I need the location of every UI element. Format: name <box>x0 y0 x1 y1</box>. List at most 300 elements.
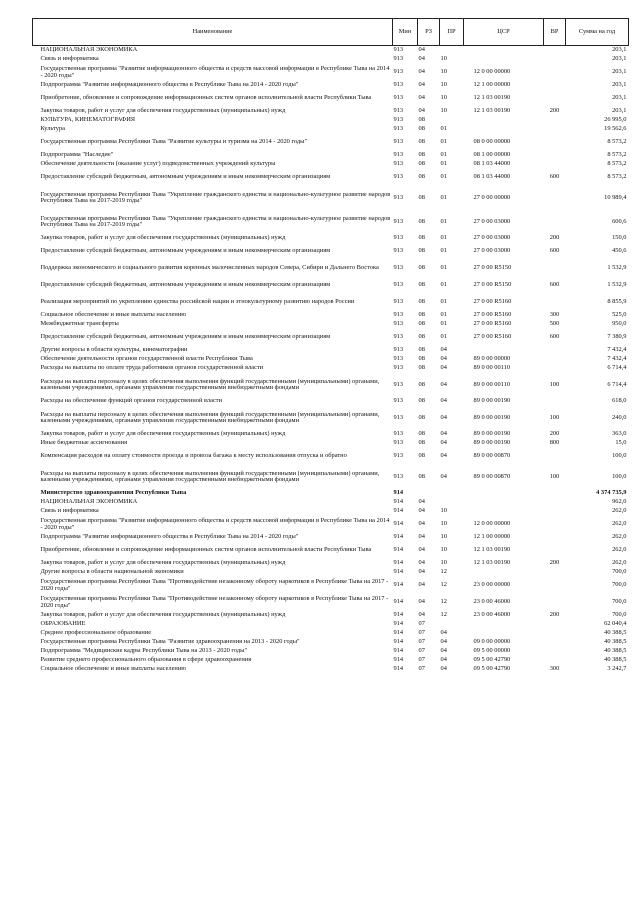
row-rz: 08 <box>418 173 425 181</box>
row-rz: 08 <box>418 364 425 372</box>
row-sum: 26 995,0 <box>604 116 627 124</box>
row-csr <box>464 55 544 64</box>
table-row <box>33 533 629 542</box>
row-pr: 04 <box>440 430 447 438</box>
row-sum: 203,1 <box>612 107 627 115</box>
row-sum: 962,0 <box>612 498 627 506</box>
table-row <box>33 373 629 397</box>
row-name: Другие вопросы в области национальной экономики <box>40 568 184 576</box>
table-row <box>33 116 629 125</box>
row-name: Связь и информатика <box>40 507 99 515</box>
table-row <box>33 311 629 320</box>
row-rz: 08 <box>418 116 425 124</box>
row-sum: 700,0 <box>612 581 627 589</box>
row-pr: 10 <box>440 94 447 102</box>
row-sum: 203,1 <box>612 94 627 102</box>
row-min: 913 <box>393 380 404 388</box>
row-vr <box>544 160 566 169</box>
row-min: 914 <box>393 598 404 606</box>
row-rz: 08 <box>418 217 425 225</box>
table-header-row <box>33 19 629 46</box>
row-csr: 27 0 00 R5160 <box>473 333 512 341</box>
row-csr: 27 0 00 R5160 <box>473 320 512 328</box>
row-sum: 618,0 <box>612 397 627 405</box>
table-row <box>33 329 629 346</box>
row-sum: 19 562,6 <box>604 125 627 133</box>
row-name: Закупка товаров, работ и услуг для обеспечения государственных (муниципальных) нужд <box>40 559 286 567</box>
row-vr: 300 <box>549 311 560 319</box>
row-vr: 600 <box>549 247 560 255</box>
row-pr: 01 <box>440 298 447 306</box>
row-csr: 89 0 00 00110 <box>473 364 511 372</box>
row-name: ОБРАЗОВАНИЕ <box>40 620 86 628</box>
row-vr <box>544 355 566 364</box>
row-csr: 23 0 00 46000 <box>473 611 511 619</box>
row-name: Закупка товаров, работ и услуг для обеспечения государственных (муниципальных) нужд <box>40 430 286 438</box>
table-row <box>33 277 629 294</box>
row-csr: 12 1 03 00190 <box>473 559 511 567</box>
row-min: 913 <box>393 138 404 146</box>
row-pr: 10 <box>440 55 447 63</box>
table-row <box>33 406 629 430</box>
table-row <box>33 448 629 465</box>
row-name: КУЛЬТУРА, КИНЕМАТОГРАФИЯ <box>40 116 136 124</box>
row-pr: 04 <box>440 656 447 664</box>
row-sum: 203,1 <box>612 68 627 76</box>
row-pr: 10 <box>440 546 447 554</box>
row-pr: 04 <box>440 439 447 447</box>
row-rz: 04 <box>418 559 425 567</box>
row-sum: 262,0 <box>612 559 627 567</box>
row-vr <box>544 90 566 107</box>
table-row <box>33 64 629 81</box>
row-csr: 27 0 00 03000 <box>473 247 511 255</box>
row-name: Социальное обеспечение и иные выплаты населению <box>40 665 187 673</box>
row-vr: 300 <box>549 665 560 673</box>
row-min: 914 <box>393 620 404 628</box>
row-name: Приобретение, обновление и сопровождение информационных систем органов исполнительной власти Республики Тыва <box>40 94 372 102</box>
row-min: 913 <box>393 94 404 102</box>
row-vr: 200 <box>549 559 560 567</box>
row-pr: 01 <box>440 151 447 159</box>
row-name: Компенсация расходов на оплату стоимости проезда и провоза багажа к месту использования отпуска и обратно <box>40 452 347 460</box>
table-row <box>33 160 629 169</box>
table-row <box>33 489 629 498</box>
row-name: Обеспечение деятельности (оказание услуг) подведомственных учреждений культуры <box>40 160 276 168</box>
row-vr <box>544 125 566 134</box>
row-vr <box>544 568 566 577</box>
row-min: 914 <box>393 611 404 619</box>
row-pr: 12 <box>440 568 447 576</box>
table-row <box>33 243 629 260</box>
row-vr <box>544 647 566 656</box>
table-row <box>33 125 629 134</box>
row-csr: 89 0 00 00870 <box>473 472 511 480</box>
row-rz: 08 <box>418 472 425 480</box>
row-min: 913 <box>393 320 404 328</box>
row-name: Поддержка экономического и социального развития коренных малочисленных народов Севера, Сибири и Дальнего Востока <box>40 264 379 272</box>
row-sum: 1 532,9 <box>607 281 627 289</box>
row-pr: 04 <box>440 355 447 363</box>
row-vr: 200 <box>549 107 560 115</box>
row-csr: 89 0 00 00190 <box>473 397 511 405</box>
row-sum: 100,0 <box>612 452 627 460</box>
row-min: 913 <box>393 430 404 438</box>
row-vr <box>544 134 566 151</box>
row-rz: 08 <box>418 452 425 460</box>
row-name: Расходы на выплаты по оплате труда работников органов государственной власти <box>40 364 264 372</box>
table-row <box>33 611 629 620</box>
row-sum: 40 388,5 <box>604 629 627 637</box>
row-pr <box>440 498 464 507</box>
table-row <box>33 107 629 116</box>
row-csr <box>464 125 544 134</box>
budget-table <box>32 18 629 674</box>
row-min: 913 <box>393 439 404 447</box>
row-min: 913 <box>393 452 404 460</box>
row-pr: 04 <box>440 364 447 372</box>
row-min: 913 <box>393 346 404 354</box>
row-sum: 7 380,9 <box>607 333 627 341</box>
row-csr: 08 1 00 00000 <box>473 151 511 159</box>
row-rz: 04 <box>418 94 425 102</box>
row-pr: 01 <box>440 247 447 255</box>
row-vr <box>544 448 566 465</box>
row-pr: 04 <box>440 472 447 480</box>
row-sum: 150,0 <box>612 234 627 242</box>
row-min: 913 <box>393 281 404 289</box>
row-csr: 89 0 00 00110 <box>473 380 511 388</box>
row-csr: 27 0 00 03000 <box>473 217 511 225</box>
row-sum: 7 432,4 <box>607 346 627 354</box>
row-vr: 500 <box>549 320 560 328</box>
row-name: Межбюджетные трансферты <box>40 320 119 328</box>
row-min: 913 <box>393 472 404 480</box>
row-min: 913 <box>393 193 404 201</box>
row-min: 914 <box>393 638 404 646</box>
table-row <box>33 234 629 243</box>
row-pr <box>440 489 464 498</box>
row-name: НАЦИОНАЛЬНАЯ ЭКОНОМИКА <box>40 46 138 54</box>
row-name: Предоставление субсидий бюджетным, автономным учреждениям и иным некоммерческим организациям <box>40 173 331 181</box>
row-min: 913 <box>393 397 404 405</box>
budget-table-page <box>32 18 628 674</box>
row-csr: 08 1 03 44000 <box>473 173 511 181</box>
row-pr: 10 <box>440 520 447 528</box>
row-min: 914 <box>393 647 404 655</box>
row-csr <box>464 498 544 507</box>
row-sum: 8 573,2 <box>607 138 627 146</box>
row-csr <box>464 116 544 125</box>
row-rz: 08 <box>418 247 425 255</box>
row-rz: 08 <box>418 160 425 168</box>
row-pr: 10 <box>440 559 447 567</box>
row-sum: 8 573,2 <box>607 173 627 181</box>
row-rz: 08 <box>418 413 425 421</box>
header-pr: ПР <box>440 19 464 46</box>
row-vr <box>544 151 566 160</box>
table-row <box>33 656 629 665</box>
row-vr <box>544 594 566 611</box>
row-name: Государственная программа "Развитие информационного общества и средств массовой информации в Республике Тыва на 2014 - 2020 годы" <box>40 65 390 79</box>
table-row <box>33 430 629 439</box>
row-sum: 950,0 <box>612 320 627 328</box>
row-csr: 89 0 00 00190 <box>473 439 511 447</box>
row-sum: 525,0 <box>612 311 627 319</box>
row-vr <box>544 294 566 311</box>
row-name: Культура <box>40 125 65 133</box>
row-vr <box>544 516 566 533</box>
row-rz: 04 <box>418 611 425 619</box>
row-pr: 01 <box>440 281 447 289</box>
table-body <box>33 46 629 675</box>
row-name: Государственная программа Республики Тыва "Укрепление гражданского единства и национально-культурное развитие народов Республики Тыва на 2017-2019 годы" <box>40 214 391 228</box>
row-csr: 89 0 00 00190 <box>473 430 511 438</box>
row-sum: 262,0 <box>612 507 627 515</box>
row-vr <box>544 260 566 277</box>
table-row <box>33 186 629 210</box>
row-rz: 04 <box>418 46 425 54</box>
table-row <box>33 638 629 647</box>
row-sum: 15,0 <box>615 439 627 447</box>
table-row <box>33 46 629 56</box>
row-min: 914 <box>393 489 404 497</box>
row-csr: 27 0 00 00000 <box>473 193 511 201</box>
row-rz: 08 <box>418 397 425 405</box>
row-min: 914 <box>393 665 404 673</box>
row-min: 913 <box>393 173 404 181</box>
row-rz: 08 <box>418 193 425 201</box>
row-pr: 01 <box>440 160 447 168</box>
row-min: 913 <box>393 311 404 319</box>
row-rz: 07 <box>418 629 425 637</box>
table-row <box>33 542 629 559</box>
row-min: 913 <box>393 116 404 124</box>
row-csr: 08 1 03 44000 <box>473 160 511 168</box>
row-sum: 450,6 <box>612 247 627 255</box>
row-min: 914 <box>393 581 404 589</box>
row-min: 913 <box>393 46 404 54</box>
row-name: Обеспечение деятельности органов государственной власти Республики Тыва <box>40 355 253 363</box>
row-sum: 6 714,4 <box>607 364 627 372</box>
row-pr: 12 <box>440 611 447 619</box>
row-rz <box>418 489 440 498</box>
row-vr <box>544 364 566 373</box>
row-sum: 8 573,2 <box>607 160 627 168</box>
row-csr: 12 1 03 00190 <box>473 546 511 554</box>
row-pr: 04 <box>440 413 447 421</box>
row-csr: 12 1 03 00190 <box>473 94 511 102</box>
row-min: 913 <box>393 107 404 115</box>
row-vr <box>544 210 566 234</box>
row-sum: 3 242,7 <box>607 665 627 673</box>
row-sum: 40 388,5 <box>604 638 627 646</box>
row-pr: 04 <box>440 380 447 388</box>
row-sum: 600,6 <box>612 217 627 225</box>
row-csr <box>464 629 544 638</box>
header-min: Мин <box>393 19 418 46</box>
row-min: 914 <box>393 546 404 554</box>
row-pr: 04 <box>440 397 447 405</box>
row-rz: 08 <box>418 125 425 133</box>
row-name: Реализация мероприятий по укреплению единства российской нации и этнокультурному развитию народов России <box>40 298 355 306</box>
row-vr <box>544 64 566 81</box>
table-row <box>33 647 629 656</box>
row-csr: 89 0 00 00190 <box>473 413 511 421</box>
row-name: Государственная программа Республики Тыва "Развитие здравоохранения на 2013 - 2020 годы" <box>40 638 300 646</box>
row-sum: 100,0 <box>612 472 627 480</box>
row-rz: 04 <box>418 581 425 589</box>
row-rz: 04 <box>418 498 425 506</box>
table-row <box>33 498 629 507</box>
row-min: 914 <box>393 520 404 528</box>
row-csr: 12 1 00 00000 <box>473 81 511 89</box>
row-min: 913 <box>393 355 404 363</box>
row-sum: 240,0 <box>612 413 627 421</box>
row-name: Министерство здравоохранения Республики Тыва <box>40 489 187 497</box>
table-row <box>33 439 629 448</box>
row-name: Предоставление субсидий бюджетным, автономным учреждениям и иным некоммерческим организациям <box>40 247 331 255</box>
row-rz: 08 <box>418 333 425 341</box>
row-rz: 07 <box>418 638 425 646</box>
row-csr: 08 0 00 00000 <box>473 138 511 146</box>
row-pr: 10 <box>440 68 447 76</box>
row-rz: 08 <box>418 346 425 354</box>
row-sum: 8 855,9 <box>607 298 627 306</box>
row-vr: 200 <box>549 234 560 242</box>
row-name: Государственная программа "Развитие информационного общества и средств массовой информации в Республике Тыва на 2014 - 2020 годы" <box>40 517 390 531</box>
table-row <box>33 169 629 186</box>
row-csr: 27 0 00 R5160 <box>473 311 512 319</box>
header-name: Наименование <box>33 19 393 46</box>
row-name: Государственная программа Республики Тыва "Противодействие незаконному обороту наркотиков в Республике Тыва на 2017 - 2020 годы" <box>40 595 389 609</box>
row-name: Предоставление субсидий бюджетным, автономным учреждениям и иным некоммерческим организациям <box>40 281 331 289</box>
table-row <box>33 346 629 355</box>
row-csr: 09 0 00 00000 <box>473 638 511 646</box>
row-rz: 08 <box>418 380 425 388</box>
row-csr: 89 0 00 00000 <box>473 355 511 363</box>
table-row <box>33 355 629 364</box>
table-row <box>33 260 629 277</box>
row-min: 914 <box>393 559 404 567</box>
table-row <box>33 210 629 234</box>
table-row <box>33 568 629 577</box>
row-name: Среднее профессиональное образование <box>40 629 152 637</box>
row-sum: 363,0 <box>612 430 627 438</box>
row-vr: 100 <box>549 472 560 480</box>
row-sum: 203,1 <box>612 46 627 54</box>
row-pr: 01 <box>440 311 447 319</box>
row-csr: 27 0 00 03000 <box>473 234 511 242</box>
table-row <box>33 629 629 638</box>
row-vr <box>544 542 566 559</box>
row-pr: 04 <box>440 629 447 637</box>
row-vr <box>544 629 566 638</box>
header-sum: Сумма на год <box>566 19 629 46</box>
row-csr <box>464 568 544 577</box>
table-row <box>33 134 629 151</box>
row-name: Расходы на обеспечение функций органов государственной власти <box>40 397 223 405</box>
row-rz: 07 <box>418 647 425 655</box>
row-csr: 27 0 00 R5160 <box>473 298 512 306</box>
row-vr <box>544 397 566 406</box>
row-vr <box>544 186 566 210</box>
row-pr: 12 <box>440 581 447 589</box>
table-row <box>33 465 629 489</box>
row-rz: 04 <box>418 520 425 528</box>
row-sum: 262,0 <box>612 520 627 528</box>
row-pr: 04 <box>440 346 447 354</box>
table-row <box>33 320 629 329</box>
row-min: 913 <box>393 333 404 341</box>
row-pr: 04 <box>440 452 447 460</box>
row-min: 913 <box>393 247 404 255</box>
row-csr: 89 0 00 00870 <box>473 452 511 460</box>
row-sum: 203,1 <box>612 55 627 63</box>
row-rz: 08 <box>418 264 425 272</box>
row-min: 913 <box>393 217 404 225</box>
row-pr: 01 <box>440 173 447 181</box>
row-name: Государственная программа Республики Тыва "Противодействие незаконному обороту наркотиков в Республике Тыва на 2017 - 2020 годы" <box>40 578 389 592</box>
table-row <box>33 81 629 90</box>
row-csr: 12 1 00 00000 <box>473 533 511 541</box>
row-rz: 08 <box>418 355 425 363</box>
row-name: Закупка товаров, работ и услуг для обеспечения государственных (муниципальных) нужд <box>40 107 286 115</box>
row-rz: 08 <box>418 320 425 328</box>
row-pr: 04 <box>440 665 447 673</box>
row-name: Подпрограмма "Развитие информационного общества в Республике Тыва на 2014 - 2020 годы" <box>40 533 299 541</box>
row-vr <box>544 498 566 507</box>
table-row <box>33 577 629 594</box>
row-rz: 07 <box>418 656 425 664</box>
row-rz: 08 <box>418 138 425 146</box>
row-vr <box>544 533 566 542</box>
row-vr <box>544 81 566 90</box>
row-csr: 12 0 00 00000 <box>473 68 511 76</box>
row-sum: 1 532,9 <box>607 264 627 272</box>
row-pr <box>440 46 464 56</box>
row-pr: 10 <box>440 533 447 541</box>
row-pr: 10 <box>440 507 447 515</box>
row-sum: 262,0 <box>612 546 627 554</box>
row-vr: 100 <box>549 413 560 421</box>
row-sum: 262,0 <box>612 533 627 541</box>
row-min: 913 <box>393 68 404 76</box>
table-row <box>33 294 629 311</box>
row-min: 914 <box>393 629 404 637</box>
row-min: 913 <box>393 413 404 421</box>
row-csr <box>464 46 544 56</box>
row-name: Подпрограмма "Медицинские кадры Республики Тыва на 2013 - 2020 годы" <box>40 647 248 655</box>
row-vr <box>544 46 566 56</box>
row-sum: 10 989,4 <box>604 193 627 201</box>
row-min: 913 <box>393 125 404 133</box>
row-vr <box>544 116 566 125</box>
row-pr: 04 <box>440 638 447 646</box>
row-csr: 23 0 00 46000 <box>473 598 511 606</box>
row-rz: 04 <box>418 68 425 76</box>
row-vr: 200 <box>549 611 560 619</box>
row-rz: 04 <box>418 507 425 515</box>
header-csr: ЦСР <box>464 19 544 46</box>
row-vr: 800 <box>549 439 560 447</box>
row-pr: 12 <box>440 598 447 606</box>
row-vr <box>544 620 566 629</box>
row-min: 913 <box>393 298 404 306</box>
row-vr: 200 <box>549 430 560 438</box>
row-min: 913 <box>393 364 404 372</box>
row-csr: 27 0 00 R5150 <box>473 281 512 289</box>
